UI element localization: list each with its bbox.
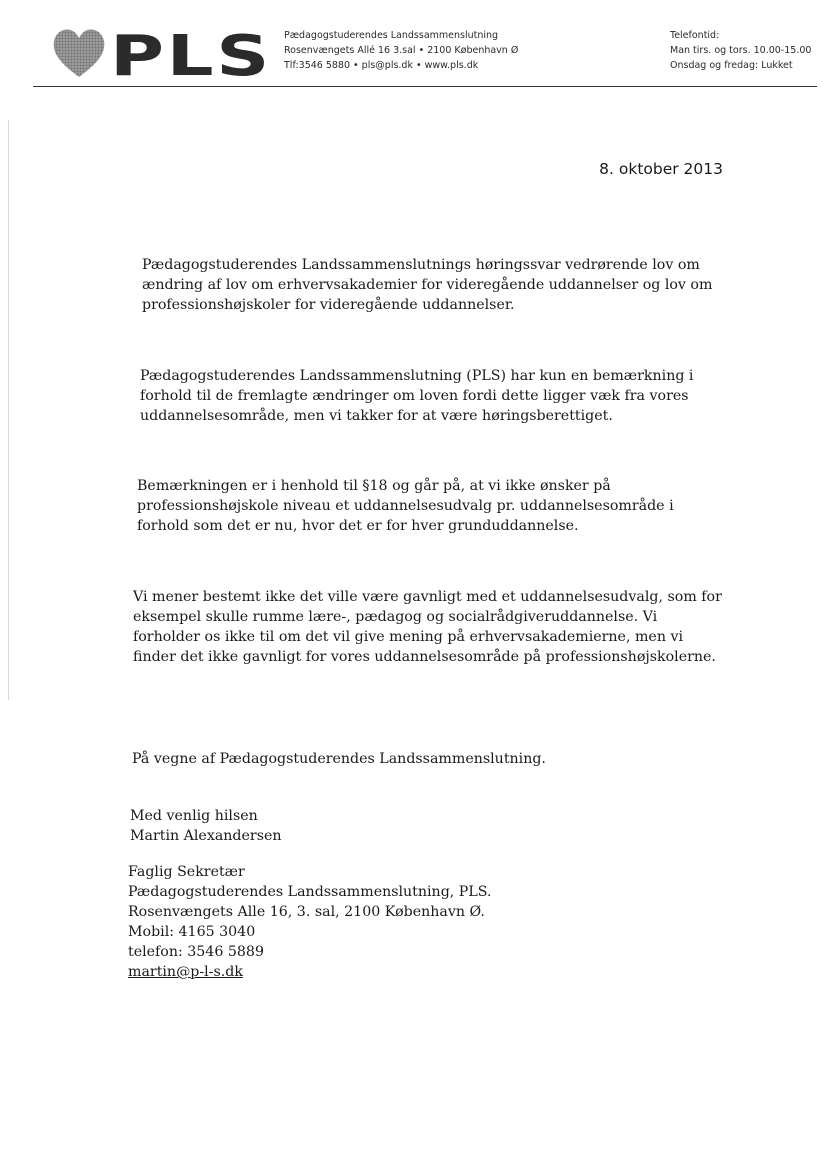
signature-details	[128, 862, 492, 982]
logo-text: PLS	[110, 25, 272, 80]
hours-line-1: Man tirs. og tors. 10.00-15.00	[670, 45, 812, 56]
letter-date: 8. oktober 2013	[599, 160, 723, 178]
paragraph-remark	[137, 476, 737, 536]
paragraph-line: Vi mener bestemt ikke det ville være gavnligt med et uddannelsesudvalg, som for	[133, 589, 722, 605]
paragraph-intro	[140, 366, 740, 426]
org-contact-block	[284, 28, 564, 73]
closing-line: På vegne af Pædagogstuderendes Landssammenslutning.	[132, 751, 546, 767]
paragraph-opinion	[133, 587, 733, 667]
hours-line-2: Onsdag og fredag: Lukket	[670, 60, 793, 71]
signature-address: Rosenvængets Alle 16, 3. sal, 2100 København Ø.	[128, 904, 485, 920]
paragraph-line: professionshøjskole niveau et uddannelsesudvalg pr. uddannelsesområde i	[137, 498, 674, 514]
paragraph-line: Bemærkningen er i henhold til §18 og går på, at vi ikke ønsker på	[137, 478, 611, 494]
paragraph-line: Pædagogstuderendes Landssammenslutning (PLS) har kun en bemærkning i	[140, 368, 694, 384]
org-name: Pædagogstuderendes Landssammenslutning	[284, 30, 499, 41]
heart-icon	[54, 29, 105, 77]
letterhead	[52, 20, 817, 82]
paragraph-line: ændring af lov om erhvervsakademier for videregående uddannelser og lov om	[142, 277, 713, 293]
paragraph-line: Pædagogstuderendes Landssammenslutnings høringssvar vedrørende lov om	[142, 257, 700, 273]
header-divider	[33, 86, 817, 87]
phone-hours-block	[670, 28, 820, 73]
pls-logo	[52, 25, 277, 80]
paragraph-line: forhold som det er nu, hvor det er for hver grunduddannelse.	[137, 518, 579, 534]
paragraph-subject	[142, 255, 742, 315]
org-address: Rosenvængets Allé 16 3.sal • 2100 København Ø	[284, 45, 519, 56]
signoff-greeting: Med venlig hilsen	[130, 808, 258, 824]
signature-title: Faglig Sekretær	[128, 864, 245, 880]
signoff-block	[130, 806, 282, 846]
signoff-name: Martin Alexandersen	[130, 828, 282, 844]
signature-email-link[interactable]: martin@p-l-s.dk	[128, 964, 243, 980]
scan-edge-shadow	[8, 120, 9, 700]
paragraph-line: finder det ikke gavnligt for vores uddannelsesområde på professionshøjskolerne.	[133, 649, 716, 665]
signature-org: Pædagogstuderendes Landssammenslutning, PLS.	[128, 884, 492, 900]
signature-mobile: Mobil: 4165 3040	[128, 924, 256, 940]
paragraph-line: uddannelsesområde, men vi takker for at være høringsberettiget.	[140, 408, 613, 424]
signature-phone: telefon: 3546 5889	[128, 944, 264, 960]
paragraph-line: forhold til de fremlagte ændringer om loven fordi dette ligger væk fra vores	[140, 388, 689, 404]
hours-title: Telefontid:	[670, 30, 720, 41]
org-contact: Tlf:3546 5880 • pls@pls.dk • www.pls.dk	[284, 60, 479, 71]
paragraph-line: professionshøjskoler for videregående uddannelser.	[142, 297, 515, 313]
paragraph-line: forholder os ikke til om det vil give mening på erhvervsakademierne, men vi	[133, 629, 684, 645]
paragraph-line: eksempel skulle rumme lære-, pædagog og socialrådgiveruddannelse. Vi	[133, 609, 658, 625]
